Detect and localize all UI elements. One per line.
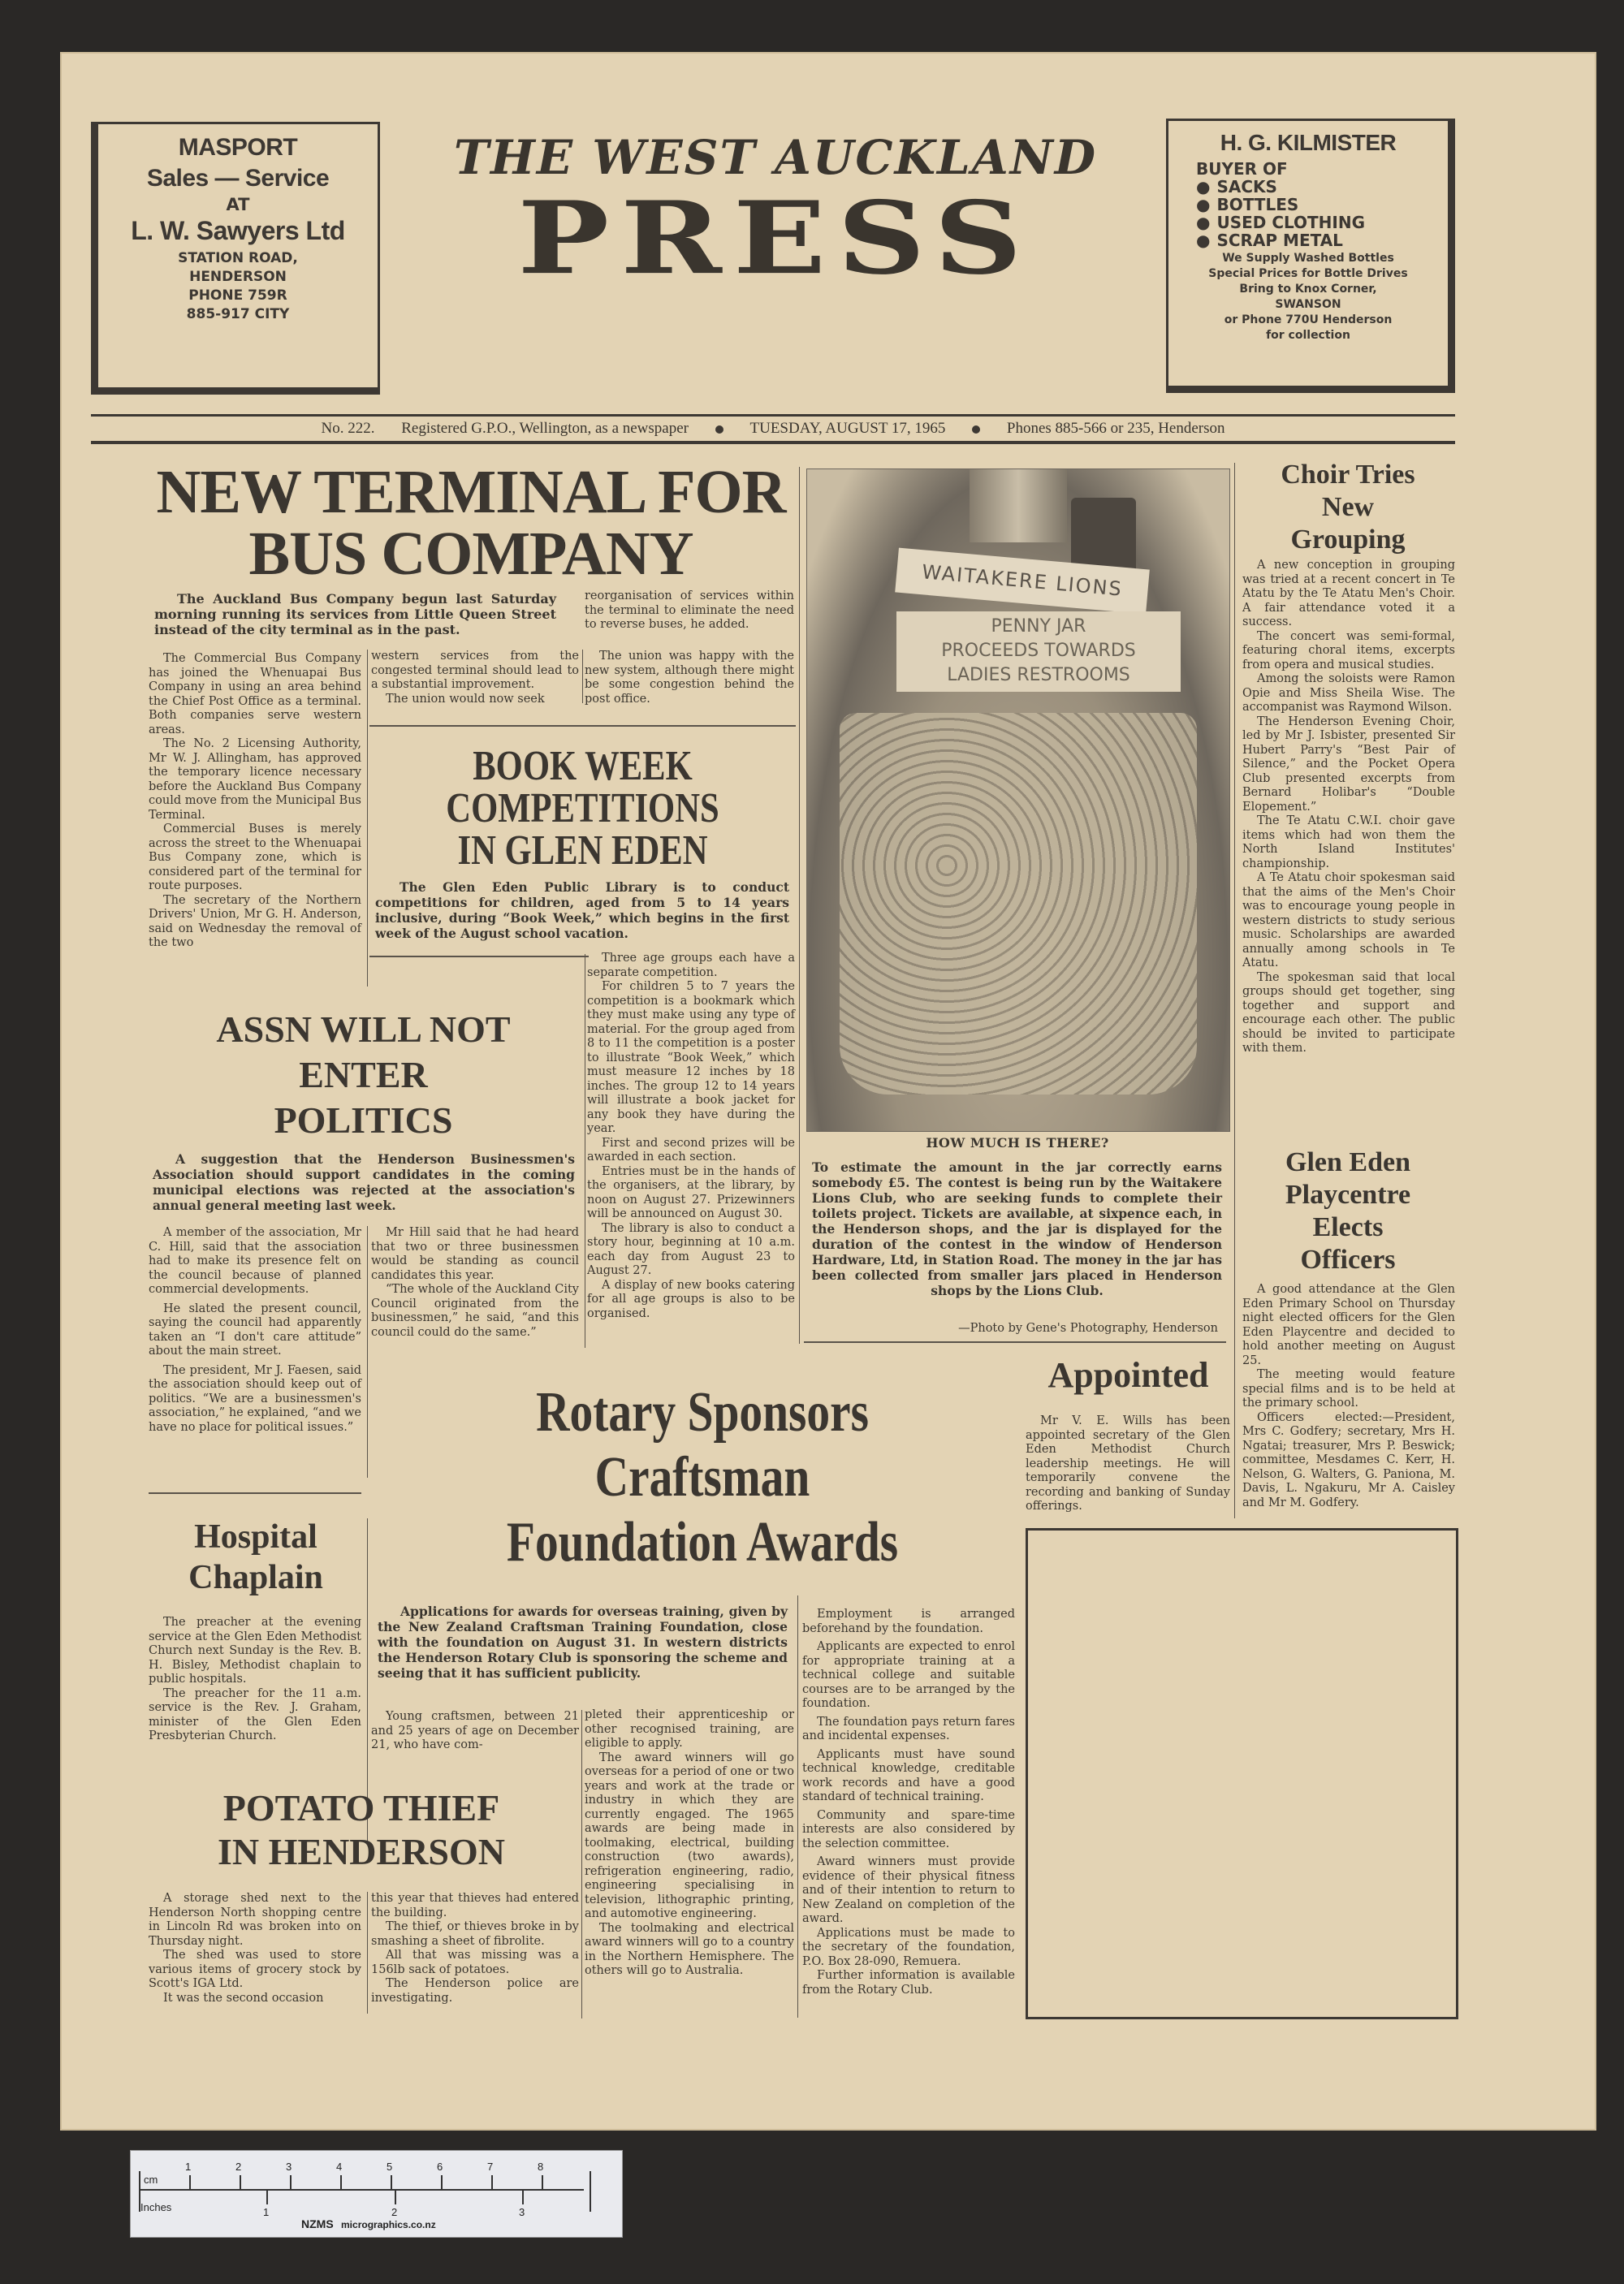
paragraph: All that was missing was a 156lb sack of potatoes. (371, 1949, 579, 1976)
jar-label-lions: WAITAKERE LIONS (895, 548, 1150, 615)
paragraph: The union was happy with the new system, although there might be some congestion behind the post office. (585, 650, 794, 706)
paragraph: The award winners will go overseas for a period of one or two years and work at the trade or industry in which they are currently engaged. The 1965 awards are being made in toolmaking, electrical, building construction (two awards), refrigeration engineering, radio, engineering specialising in television, lithographic printing, and automotive engineering. (585, 1751, 794, 1920)
book-body (587, 952, 795, 1321)
potato-col1 (149, 1892, 361, 2006)
paragraph: Further information is available from the Rotary Club. (802, 1969, 1015, 1997)
paragraph: The concert was semi-formal, featuring choral items, excerpts from opera and musical studies. (1242, 629, 1455, 671)
book-week-article (369, 745, 796, 872)
playcentre-headline-2: Playcentre (1285, 1180, 1411, 1210)
rotary-headline-1: Rotary Sponsors (536, 1381, 869, 1444)
rotary-headline-2: Craftsman (594, 1446, 810, 1509)
cm-tick: 2 (235, 2161, 242, 2173)
photo-caption: To estimate the amount in the jar correctly earns somebody £5. The contest is being run by the Waitakere Lions Club, who are seeking funds to complete their toilets project. Tickets are available, at sixpence each, in the Henderson shops, and the jar is displayed for the duration of the contest in the window of Henderson Hardware, Ltd, in Station Road. The money in the jar has been collected from smaller jars placed in Henderson shops by the Lions Club. (812, 1159, 1222, 1298)
book-headline-2: COMPETITIONS (446, 785, 719, 831)
paragraph: The shed was used to store various items of grocery stock by Scott's IGA Ltd. (149, 1949, 361, 1990)
phones: Phones 885-566 or 235, Henderson (1006, 420, 1225, 437)
choir-headline-1: Choir Tries (1281, 460, 1415, 490)
ad-buyer-of: BUYER OF (1196, 159, 1288, 179)
inch-tick: 3 (519, 2206, 525, 2218)
paragraph: The preacher for the 11 a.m. service is the Rev. J. Graham, minister of the Glen Eden Presbyterian Church. (149, 1686, 361, 1742)
playcentre-body (1242, 1283, 1455, 1510)
paragraph: The toolmaking and electrical award winners will go to a country in the Northern Hemisphere. The others will go to Australia. (585, 1921, 794, 1977)
paragraph: The Henderson Evening Choir, led by Mr J. Isbister, presented Sir Hubert Parry's “Best Pair of Silence,” and the Pocket Opera Club presented excerpts from Bernard Holibar's “Double Elopement.” (1242, 715, 1455, 814)
ad-item: ● USED CLOTHING (1196, 214, 1448, 231)
paragraph: Entries must be in the hands of the organisers, at the library, by noon on August 27. Prizewinners will be announced on August 30. (587, 1164, 795, 1220)
choir-headline-3: Grouping (1290, 525, 1406, 555)
empty-ad-box (1026, 1528, 1458, 2019)
inches-label: Inches (140, 2201, 172, 2213)
playcentre-headline-4: Officers (1300, 1245, 1396, 1275)
nzms-logo (301, 2217, 436, 2230)
paragraph: Mr Hill said that he had heard that two or three businessmen would be standing as council candidates this year. (371, 1226, 579, 1282)
ad-item: ● SACKS (1196, 178, 1448, 196)
cm-tick: 7 (487, 2161, 494, 2173)
ad-at: AT (226, 195, 250, 214)
paragraph: A good attendance at the Glen Eden Primary School on Thursday night elected officers for the Glen Eden Playcentre and decided to hold another meeting on August 25. (1242, 1283, 1455, 1367)
rotary-col1 (371, 1710, 579, 1753)
chaplain-headline-1: Hospital (194, 1518, 317, 1556)
issue-date: TUESDAY, AUGUST 17, 1965 (749, 420, 946, 437)
scale-ruler (130, 2150, 623, 2238)
book-headline-3: IN GLEN EDEN (457, 827, 708, 874)
masthead-title-main: PRESS (517, 179, 1034, 297)
inch-tick: 2 (391, 2206, 398, 2218)
registration: Registered G.P.O., Wellington, as a newspaper (401, 420, 689, 437)
paragraph: It was the second occasion (163, 1991, 324, 2005)
paragraph: A Te Atatu choir spokesman said that the aims of the Men's Choir was to encourage young people in western districts to study serious music. Scholarships are awarded annually among schools in Te Atatu. (1242, 871, 1455, 969)
label-line: PENNY JAR (991, 616, 1086, 637)
bus-article (146, 458, 796, 588)
masport-ad (91, 122, 380, 395)
paragraph: A storage shed next to the Henderson North shopping centre in Lincoln Rd was broken into on Thursday night. (149, 1892, 361, 1948)
paragraph: The union would now seek (386, 692, 545, 706)
ad-brand: MASPORT (178, 134, 298, 161)
paragraph: Mr V. E. Wills has been appointed secretary of the Glen Eden Methodist Church leadership meetings. He will temporarily convene the recording and banking of Sunday offerings. (1026, 1414, 1230, 1513)
choir-article (1238, 459, 1458, 556)
jar-neck (970, 469, 1067, 542)
rotary-lead: Applications for awards for overseas training, given by the New Zealand Craftsman Training Foundation, close with the foundation on August 31. In western districts the Henderson Rotary Club is sponsoring the scheme and seeing that it has sufficient publicity. (378, 1604, 788, 1681)
paragraph: Applications must be made to the secretary of the foundation, P.O. Box 28-090, Remuera. (802, 1926, 1015, 1968)
playcentre-headline-3: Elects (1312, 1212, 1384, 1242)
paragraph: For children 5 to 7 years the competition is a bookmark which they must make using any type of material. For the group aged from 8 to 11 the competition is a poster to illustrate “Book Week,” which must measure 12 inches by 18 inches. The group 12 to 14 years will illustrate a book jacket for any book they have during the year. (587, 980, 795, 1135)
paragraph: First and second prizes will be awarded in each section. (587, 1136, 795, 1164)
paragraph: Employment is arranged beforehand by the foundation. (802, 1608, 1015, 1635)
paragraph: The library is also to conduct a story hour, beginning at 10 a.m. each day from August 23 to August 27. (587, 1221, 795, 1277)
ad-name: H. G. KILMISTER (1220, 130, 1397, 155)
paragraph: He slated the present council, saying the council had apparently taken an “I don't care attitude” about the main street. (149, 1302, 361, 1358)
paragraph: Three age groups each have a separate competition. (587, 952, 795, 979)
potato-article (146, 1786, 577, 1874)
kilmister-ad (1166, 119, 1455, 393)
choir-body (1242, 559, 1455, 1056)
paragraph: A display of new books catering for all age groups is also to be organised. (587, 1278, 795, 1320)
rotary-article (382, 1380, 1023, 1575)
photo-credit: —Photo by Gene's Photography, Henderson (958, 1322, 1218, 1335)
bus-lead: The Auckland Bus Company begun last Saturday morning running its services from Little Queen Street instead of the city terminal as in the past. (154, 591, 556, 637)
ad-phone: PHONE 759R (188, 287, 287, 304)
paragraph: The thief, or thieves broke in by smashing a sheet of fibrolite. (371, 1920, 579, 1948)
appointed-body (1026, 1414, 1230, 1514)
assn-lead: A suggestion that the Henderson Businessmen's Association should support candidates in the coming municipal elections was rejected at the association's annual general meeting last week. (153, 1151, 575, 1213)
playcentre-headline-1: Glen Eden (1285, 1147, 1410, 1177)
coins (840, 713, 1197, 1095)
paragraph: A new conception in grouping was tried at a recent concert in Te Atatu by the Te Atatu Men's Choir. A fair attendance voted it a success. (1242, 559, 1455, 628)
ad-address-1: STATION ROAD, (178, 250, 298, 266)
paragraph: Among the soloists were Ramon Opie and Miss Sheila Wise. The accompanist was Raymond Wilson. (1242, 672, 1455, 714)
chaplain-body (149, 1616, 361, 1744)
assn-headline-3: POLITICS (274, 1099, 453, 1141)
bullet-icon (715, 425, 723, 434)
penny-jar-photo (806, 468, 1230, 1132)
ad-note: We Supply Washed Bottles (1222, 252, 1394, 265)
ad-city-phone: 885-917 CITY (186, 306, 290, 322)
paragraph: The meeting would feature special films and is to be held at the primary school. (1242, 1368, 1455, 1410)
paragraph: reorganisation of services within the terminal to eliminate the need to reverse buses, he added. (585, 589, 794, 631)
ad-note: Special Prices for Bottle Drives (1208, 267, 1408, 280)
paragraph: The No. 2 Licensing Authority, Mr W. J. Allingham, has approved the temporary licence necessary before the Auckland Bus Company could move from the Municipal Bus Terminal. (149, 737, 361, 822)
masthead-title-top: THE WEST AUCKLAND (453, 130, 1098, 185)
paragraph: Applicants are expected to enrol for appropriate training at a technical college and suitable courses are to be arranged by the foundation. (802, 1640, 1015, 1710)
assn-article (146, 1007, 581, 1143)
bus-col2 (371, 650, 579, 706)
paragraph: The Te Atatu C.W.I. choir gave items which had won them the North Island Institutes' championship. (1242, 814, 1455, 870)
paragraph: Community and spare-time interests are also considered by the selection committee. (802, 1808, 1015, 1850)
book-headline-1: BOOK WEEK (473, 743, 693, 789)
assn-headline-1: ASSN WILL NOT (216, 1008, 511, 1050)
label-line: PROCEEDS TOWARDS (941, 641, 1136, 661)
ad-item: ● BOTTLES (1196, 196, 1448, 214)
ad-address-2: HENDERSON (189, 269, 287, 285)
potato-col2 (371, 1892, 579, 2006)
issue-number: No. 222. (321, 420, 375, 437)
assn-col2 (371, 1226, 579, 1340)
potato-headline-1: POTATO THIEF (222, 1787, 500, 1828)
paragraph: The secretary of the Northern Drivers' Union, Mr G. H. Anderson, said on Wednesday the removal of the two (149, 893, 361, 949)
paragraph: Young craftsmen, between 21 and 25 years of age on December 21, who have com- (371, 1710, 579, 1751)
bullet-icon (972, 425, 980, 434)
bus-headline-1: NEW TERMINAL FOR (156, 458, 786, 526)
chaplain-headline-2: Chaplain (188, 1559, 323, 1596)
paragraph: Award winners must provide evidence of their physical fitness and of their intention to return to New Zealand on completion of the award. (802, 1855, 1015, 1925)
rotary-col3 (802, 1608, 1015, 1997)
rotary-headline-3: Foundation Awards (506, 1511, 899, 1574)
dateline (91, 414, 1455, 444)
cm-tick: 8 (538, 2161, 544, 2173)
ad-tagline: Sales — Service (146, 165, 330, 192)
paragraph: The Henderson police are investigating. (371, 1977, 579, 2005)
chaplain-article (146, 1517, 365, 1598)
paragraph: The president, Mr J. Faesen, said the association should keep out of politics. “We are a businessmen's association,” he explained, “and we have no place for political issues.” (149, 1363, 362, 1434)
bus-col1 (149, 652, 361, 951)
assn-headline-2: ENTER (299, 1054, 428, 1095)
paragraph: A member of the association, Mr C. Hill, said that the association had to make its presence felt on the council because of planned commercial developments. (149, 1226, 361, 1296)
website: micrographics.co.nz (341, 2219, 436, 2230)
potato-headline-2: IN HENDERSON (217, 1831, 505, 1872)
cm-tick: 4 (336, 2161, 343, 2173)
inch-tick: 1 (263, 2206, 270, 2218)
paragraph: The foundation pays return fares and incidental expenses. (802, 1715, 1015, 1742)
bus-col3 (585, 650, 794, 706)
ad-item: ● SCRAP METAL (1196, 231, 1448, 249)
paragraph: The preacher at the evening service at the Glen Eden Methodist Church next Sunday is the Rev. B. H. Bisley, Methodist chaplain to public hospitals. (149, 1616, 361, 1686)
paragraph: The Commercial Bus Company has joined the Whenuapai Bus Company in using an area behind the Chief Post Office as a terminal. Both companies serve western areas. (149, 652, 361, 736)
paragraph: pleted their apprenticeship or other recognised training, are eligible to apply. (585, 1708, 794, 1750)
paragraph: this year that thieves had entered the building. (371, 1892, 579, 1919)
playcentre-article (1238, 1146, 1458, 1276)
cm-label: cm (144, 2174, 158, 2186)
ad-note: Bring to Knox Corner, (1239, 283, 1377, 296)
ad-note: or Phone 770U Henderson (1224, 313, 1393, 326)
book-lead: The Glen Eden Public Library is to conduct competitions for children, aged from 5 to 14 years inclusive, during “Book Week,” which begins in the first week of the August school vacation. (375, 879, 789, 941)
bus-headline-2: BUS COMPANY (248, 520, 693, 588)
paragraph: Commercial Buses is merely across the street to the Whenuapai Bus Company zone, which is considered part of the terminal for route purposes. (149, 822, 361, 892)
ad-company: L. W. Sawyers Ltd (131, 216, 345, 245)
cm-tick: 5 (387, 2161, 393, 2173)
ad-note: SWANSON (1275, 298, 1341, 311)
paragraph: western services from the congested terminal should lead to a substantial improvement. (371, 650, 579, 691)
label-line: LADIES RESTROOMS (947, 665, 1130, 685)
paragraph: The spokesman said that local groups should get together, sing together and support and encourage each other. The public should be invited to participate with them. (1242, 970, 1455, 1055)
ad-note: for collection (1266, 329, 1350, 342)
assn-col1 (149, 1226, 361, 1435)
jar-label-penny (896, 611, 1181, 692)
cm-tick: 3 (286, 2161, 292, 2173)
cm-tick: 6 (437, 2161, 443, 2173)
appointed-headline: Appointed (1047, 1355, 1209, 1395)
paragraph: Officers elected:—President, Mrs C. Godfery; secretary, Mrs H. Ngatai; treasurer, Mrs P. Beswick; committee, Mesdames C. Kerr, H. Nelson, G. Walters, G. Paniona, M. Davis, L. Ngakuru, Mr A. Caisley and Mr M. Godfery. (1242, 1410, 1455, 1509)
brand: NZMS (301, 2217, 334, 2230)
bus-col3-top (585, 589, 794, 633)
cm-tick: 1 (185, 2161, 192, 2173)
choir-headline-2: New (1321, 492, 1375, 522)
paragraph: “The whole of the Auckland City Council originated from the businessmen,” he said, “and this council could do the same.” (371, 1283, 579, 1339)
paragraph: Applicants must have sound technical knowledge, creditable work records and have a good standard of technical training. (802, 1747, 1015, 1803)
photo-caption-title: HOW MUCH IS THERE? (926, 1135, 1109, 1151)
rotary-col2 (585, 1708, 794, 1979)
